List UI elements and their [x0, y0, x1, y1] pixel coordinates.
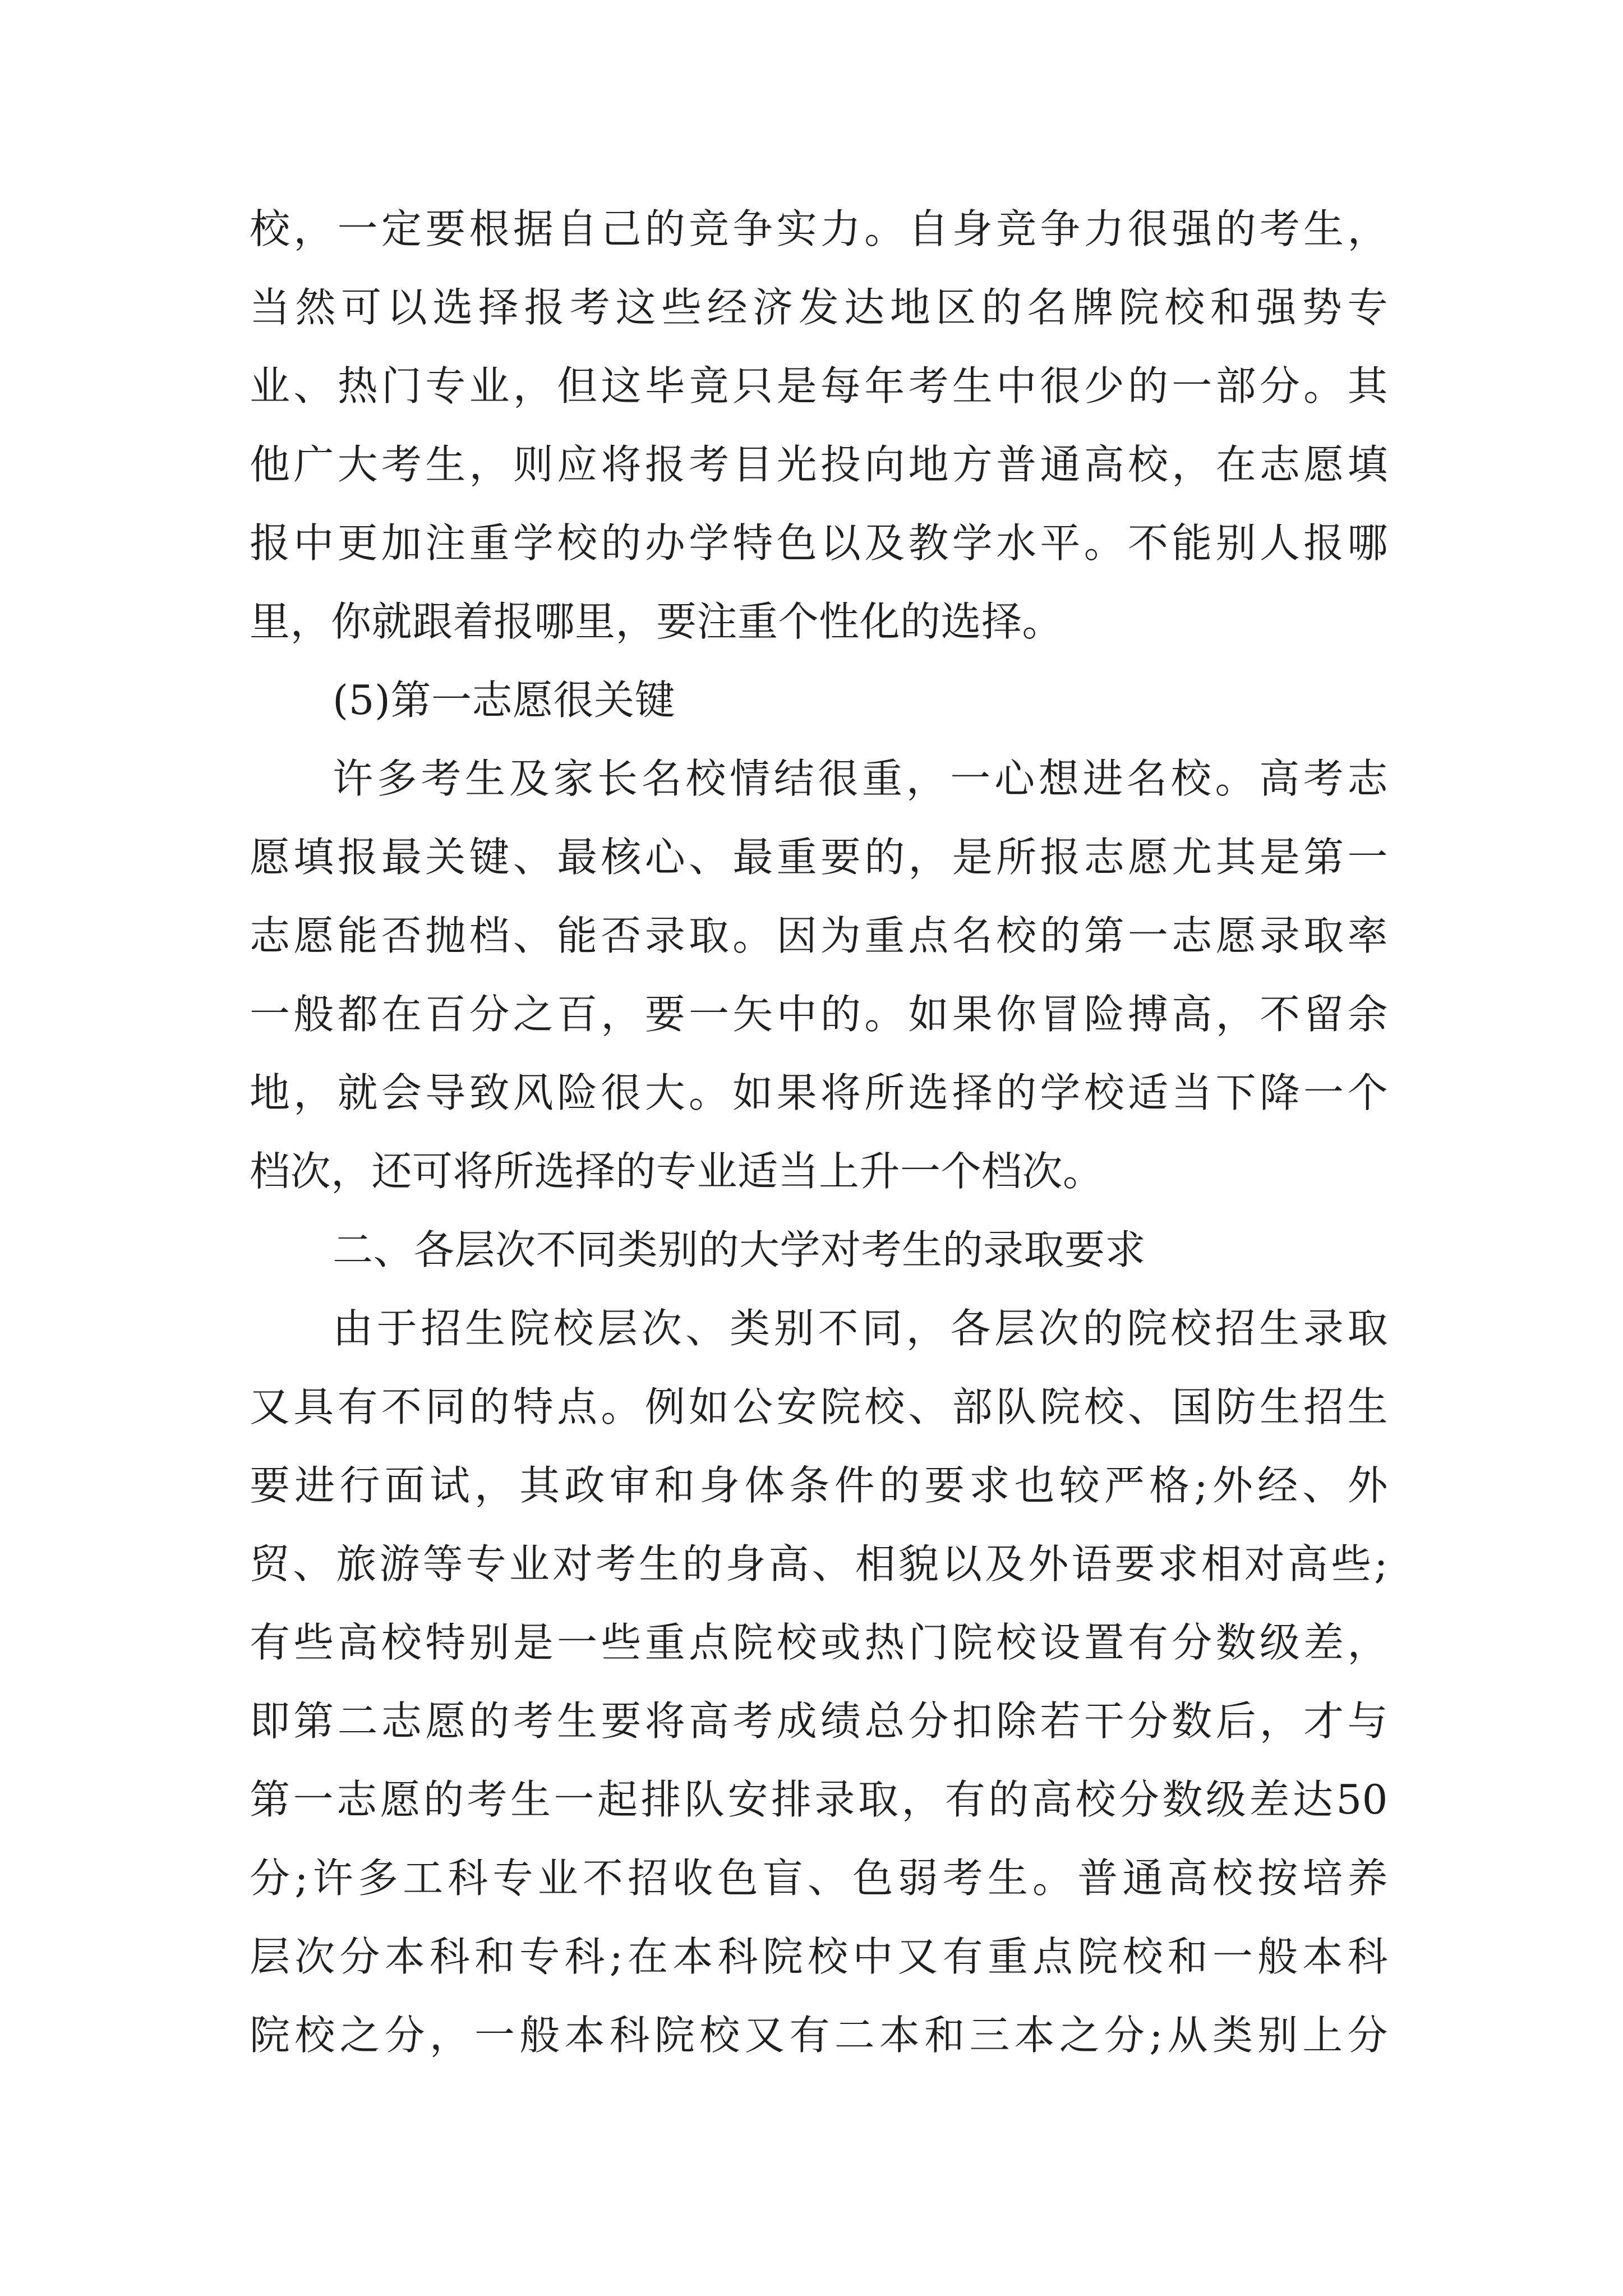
text-line: 档次，还可将所选择的专业适当上升一个档次。 — [250, 1148, 1104, 1195]
text-line: 要进行面试，其政审和身体条件的要求也较严格;外经、外 — [250, 1462, 1388, 1509]
body-text — [250, 190, 1388, 2074]
text-line: 二、各层次不同类别的大学对考生的录取要求 — [333, 1226, 1146, 1273]
text-line: 又具有不同的特点。例如公安院校、部队院校、国防生招生 — [250, 1383, 1388, 1430]
text-line: 许多考生及家长名校情结很重，一心想进名校。高考志 — [333, 755, 1388, 802]
text-line: 里，你就跟着报哪里，要注重个性化的选择。 — [250, 598, 1063, 645]
text-line: 院校之分，一般本科院校又有二本和三本之分;从类别上分 — [250, 2012, 1388, 2059]
text-line: 有些高校特别是一些重点院校或热门院校设置有分数级差， — [250, 1619, 1388, 1666]
text-line: 一般都在百分之百，要一矢中的。如果你冒险搏高，不留余 — [250, 991, 1388, 1038]
text-line: 愿填报最关键、最核心、最重要的，是所报志愿尤其是第一 — [250, 834, 1388, 881]
text-line: 报中更加注重学校的办学特色以及教学水平。不能别人报哪 — [250, 519, 1388, 567]
text-line: 志愿能否抛档、能否录取。因为重点名校的第一志愿录取率 — [250, 912, 1388, 959]
text-line: 贸、旅游等专业对考生的身高、相貌以及外语要求相对高些; — [250, 1540, 1388, 1588]
text-line: 他广大考生，则应将报考目光投向地方普通高校，在志愿填 — [250, 441, 1388, 488]
text-line: 层次分本科和专科;在本科院校中又有重点院校和一般本科 — [250, 1933, 1388, 1980]
text-line: 分;许多工科专业不招收色盲、色弱考生。普通高校按培养 — [250, 1855, 1388, 1902]
text-line: 第一志愿的考生一起排队安排录取，有的高校分数级差达50 — [250, 1776, 1388, 1823]
text-line: 校，一定要根据自己的竞争实力。自身竞争力很强的考生， — [250, 205, 1388, 252]
text-line: 由于招生院校层次、类别不同，各层次的院校招生录取 — [333, 1305, 1388, 1352]
text-line: 地，就会导致风险很大。如果将所选择的学校适当下降一个 — [250, 1069, 1388, 1116]
text-line: 即第二志愿的考生要将高考成绩总分扣除若干分数后，才与 — [250, 1697, 1388, 1745]
text-line: 业、热门专业，但这毕竟只是每年考生中很少的一部分。其 — [250, 362, 1388, 409]
text-line: 当然可以选择报考这些经济发达地区的名牌院校和强势专 — [250, 284, 1388, 331]
text-line: (5)第一志愿很关键 — [333, 677, 675, 724]
